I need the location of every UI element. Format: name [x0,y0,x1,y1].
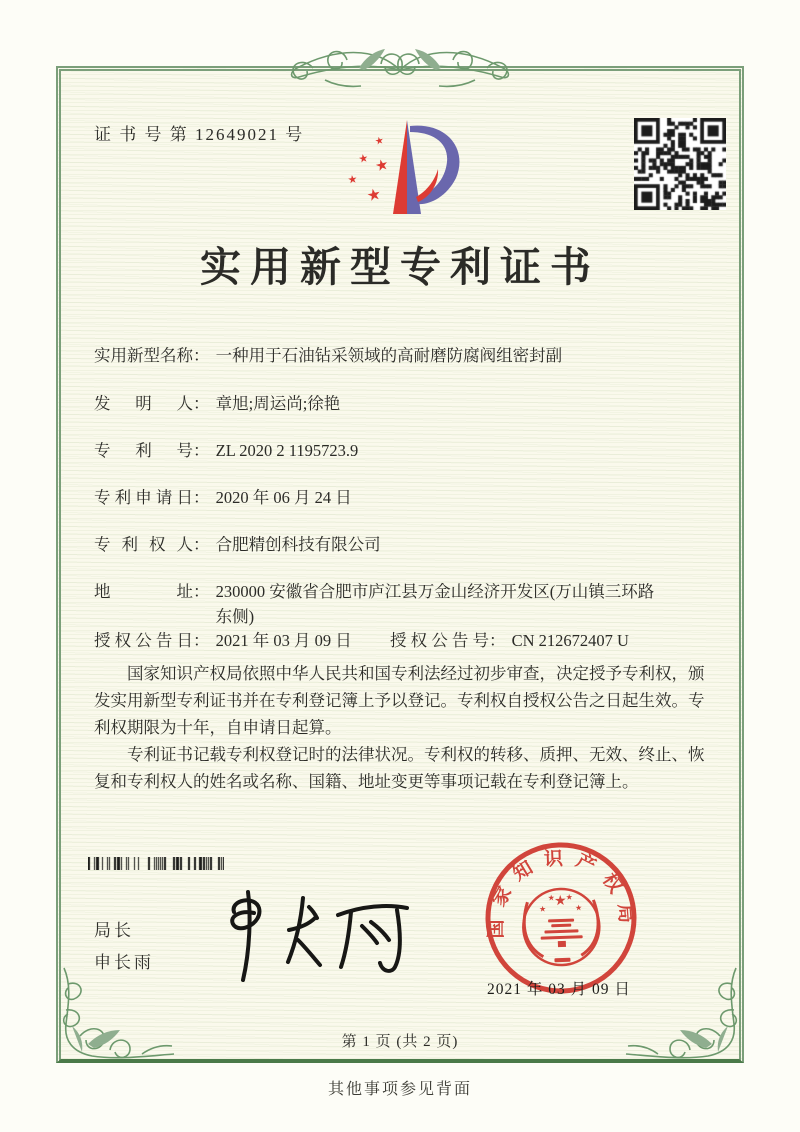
field-label: 地址 [94,582,193,601]
field-value: 合肥精创科技有限公司 [215,535,381,554]
svg-text:★: ★ [538,904,547,914]
top-flourish-ornament [285,40,515,96]
commissioner-signature [210,878,420,990]
field-label: 专利权人 [94,535,193,554]
field-row-inventors: 发明人： 章旭;周运尚;徐艳 [94,391,714,416]
svg-text:★: ★ [346,172,359,187]
field-row-patentee: 专利权人： 合肥精创科技有限公司 [94,532,714,557]
field-value: ZL 2020 2 1195723.9 [215,441,359,460]
qr-code [634,118,726,210]
field-row-filing-date: 专利申请日： 2020 年 06 月 24 日 [94,485,714,510]
commissioner-title: 局长 [94,921,134,940]
page-number: 第 1 页 (共 2 页) [341,1034,459,1050]
legal-paragraph-2: 专利证书记载专利权登记时的法律状况。专利权的转移、质押、无效、终止、恢复和专利权人的姓名或名称、国籍、地址变更等事项记载在专利登记簿上。 [94,745,705,791]
field-pair-grant-number: 授权公告号： CN 212672407 U [390,628,629,653]
cnipa-logo-icon [330,108,480,236]
field-value: 2021 年 03 月 09 日 [215,631,352,650]
field-value: 一种用于石油钻采领域的高耐磨防腐阀组密封副 [215,346,563,365]
certificate-title: 实用新型专利证书 [200,244,600,290]
svg-text:★: ★ [565,892,574,902]
svg-text:★: ★ [364,183,383,206]
field-label: 专利申请日 [94,488,193,507]
certificate-number: 证 书 号 第 12649021 号 [94,125,305,144]
seal-date: 2021 年 03 月 09 日 [487,981,631,998]
field-value: CN 212672407 U [511,631,629,650]
field-label: 授权公告号 [390,631,489,650]
field-row-address: 地址： 230000 安徽省合肥市庐江县万金山经济开发区(万山镇三环路东侧) [94,579,714,629]
national-emblem-icon [522,888,601,967]
field-label: 实用新型名称 [94,346,193,365]
field-value: 230000 安徽省合肥市庐江县万金山经济开发区(万山镇三环路东侧) [215,582,655,626]
field-value: 2020 年 06 月 24 日 [215,488,352,507]
seal-text: 国家知识产权局 [486,848,638,939]
svg-text:★: ★ [547,893,556,903]
svg-text:★: ★ [574,903,583,913]
legal-paragraph-1: 国家知识产权局依照中华人民共和国专利法经过初步审查，决定授予专利权，颁发实用新型专利证书并在专利登记簿上予以登记。专利权自授权公告之日起生效。专利权期限为十年，自申请日起算。 [94,664,705,737]
svg-text:★: ★ [373,135,386,148]
barcode [88,857,224,870]
legal-text [94,660,708,795]
commissioner-name: 申长雨 [94,953,154,972]
svg-text:★: ★ [553,892,567,910]
field-row-utility-model-name: 实用新型名称： 一种用于石油钻采领域的高耐磨防腐阀组密封副 [94,343,714,368]
field-value: 章旭;周运尚;徐艳 [215,394,341,413]
back-side-note: 其他事项参见背面 [327,1081,472,1098]
logo-stars [347,135,391,205]
logo-red-wedge [393,120,407,214]
svg-text:★: ★ [357,151,370,166]
field-label: 授权公告日 [94,631,193,650]
field-row-patent-number: 专利号： ZL 2020 2 1195723.9 [94,438,714,463]
field-label: 专利号 [94,441,193,460]
field-label: 发明人 [94,394,193,413]
field-row-grant: 授权公告日： 2021 年 03 月 09 日 授权公告号： CN 212672407 U [94,628,714,653]
svg-text:★: ★ [373,154,391,176]
